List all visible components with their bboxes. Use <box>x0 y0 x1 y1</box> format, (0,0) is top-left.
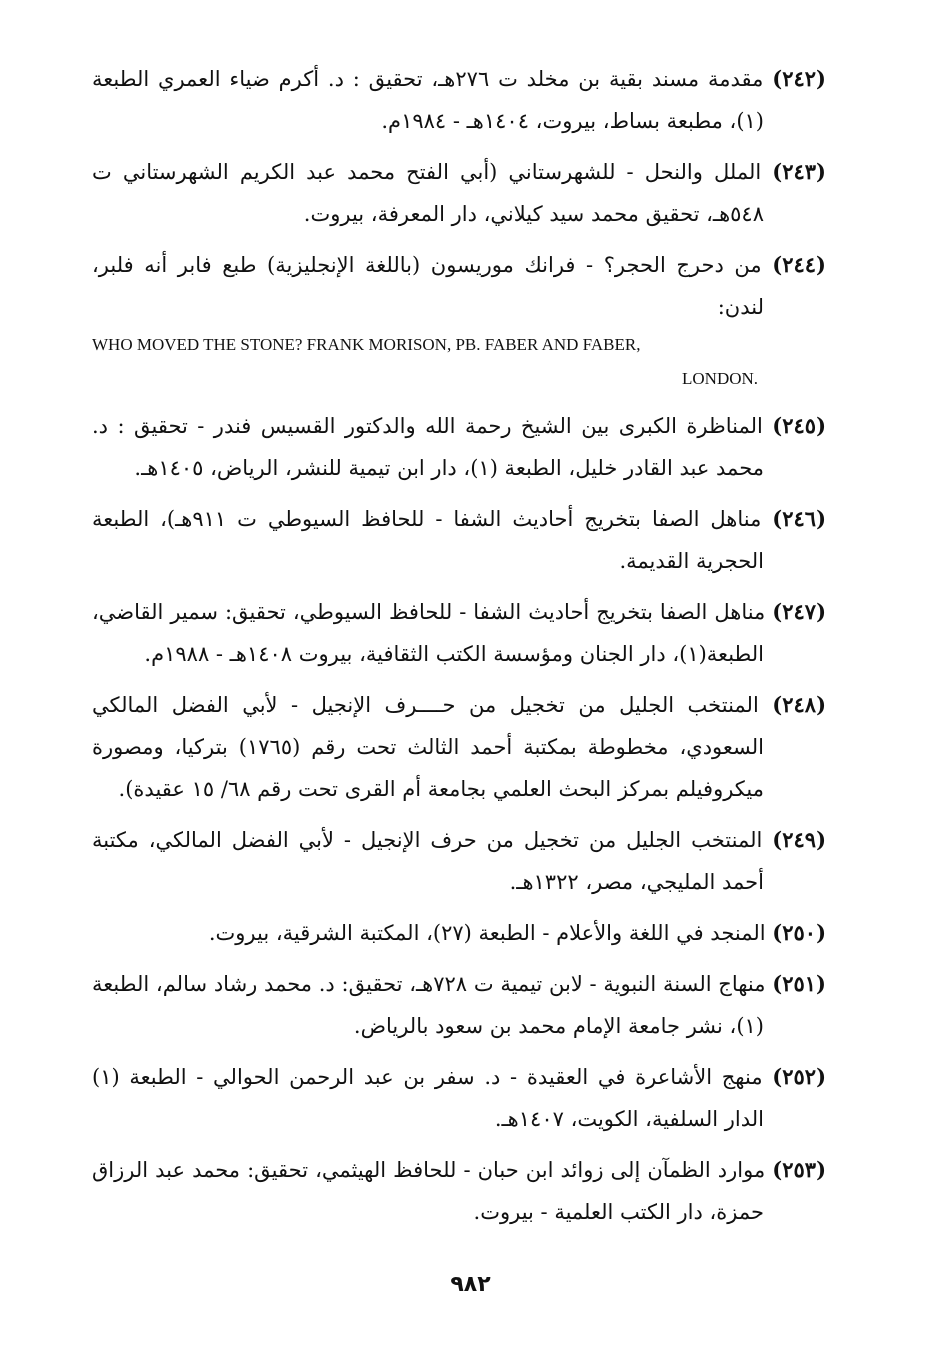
latin-line-1: WHO MOVED THE STONE? FRANK MORISON, PB. FABER AND FABER, <box>92 335 641 354</box>
entry-number: (٢٥٣) <box>772 1157 827 1182</box>
entry-number: (٢٤٣) <box>772 159 826 184</box>
bibliography-entry <box>92 912 826 954</box>
bibliography-list <box>92 58 826 1242</box>
latin-line-2: LONDON. <box>682 369 759 388</box>
entry-text: المنتخب الجليل من تخجيل من حرف الإنجيل - لأبي الفضل المالكي، مكتبة أحمد المليجي، مصر، ١٣٢٢هـ. <box>92 828 764 894</box>
entry-number: (٢٥٠) <box>772 920 826 945</box>
entry-text: منهاج السنة النبوية - لابن تيمية ت ٧٢٨هـ، تحقيق: د. محمد رشاد سالم، الطبعة (١)، نشر جامعة الإمام محمد بن سعود بالرياض. <box>92 972 766 1038</box>
bibliography-entry <box>92 405 826 489</box>
entry-text: منهج الأشاعرة في العقيدة - د. سفر بن عبد الرحمن الحوالي - الطبعة (١) الدار السلفية، الكويت، ١٤٠٧هـ. <box>92 1065 764 1131</box>
entry-text: الملل والنحل - للشهرستاني (أبي الفتح محمد عبد الكريم الشهرستاني ت ٥٤٨هـ، تحقيق محمد سيد كيلاني، دار المعرفة، بيروت. <box>92 160 764 226</box>
entry-text: المنتخب الجليل من تخجيل من حــــرف الإنجيل - لأبي الفضل المالكي السعودي، مخطوطة بمكتبة أحمد الثالث تحت رقم (١٧٦٥) بتركيا، ومصورة ميكروفيلم بمركز البحث العلمي بجامعة أم القرى تحت رقم ٦٨/ ١٥ عقيدة). <box>92 693 764 801</box>
entry-number: (٢٤٥) <box>772 413 826 438</box>
entry-number: (٢٤٦) <box>772 506 826 531</box>
entry-number: (٢٤٩) <box>772 827 826 852</box>
bibliography-entry <box>92 151 826 235</box>
bibliography-entry <box>92 1056 826 1140</box>
entry-text: المنجد في اللغة والأعلام - الطبعة (٢٧)، المكتبة الشرقية، بيروت. <box>208 921 766 945</box>
bibliography-entry <box>92 498 826 582</box>
entry-number: (٢٤٧) <box>772 599 826 624</box>
bibliography-entry <box>92 963 826 1047</box>
bibliography-entry <box>92 244 826 396</box>
entry-text: مقدمة مسند بقية بن مخلد ت ٢٧٦هـ، تحقيق : د. أكرم ضياء العمري الطبعة (١)، مطبعة بساط، بيروت، ١٤٠٤هـ - ١٩٨٤م. <box>92 67 764 133</box>
bibliography-entry <box>92 58 826 142</box>
entry-number: (٢٤٢) <box>772 66 826 91</box>
page-number: ٩٨٢ <box>450 1272 491 1297</box>
entry-latin-text <box>92 328 826 396</box>
entry-number: (٢٤٨) <box>772 692 826 717</box>
bibliography-entry <box>92 1149 826 1233</box>
entry-text: مناهل الصفا بتخريج أحاديث الشفا - للحافظ السيوطي ت ٩١١هـ)، الطبعة الحجرية القديمة. <box>92 507 764 573</box>
entry-text: من دحرج الحجر؟ - فرانك موريسون (باللغة الإنجليزية) طبع فابر أنه فلبر، لندن: <box>92 253 764 319</box>
bibliography-entry <box>92 684 826 810</box>
entry-text: المناظرة الكبرى بين الشيخ رحمة الله والدكتور القسيس فندر - تحقيق : د. محمد عبد القادر خليل، الطبعة (١)، دار ابن تيمية للنشر، الرياض، ١٤٠٥هـ. <box>92 414 764 480</box>
bibliography-entry <box>92 819 826 903</box>
entry-text: موارد الظمآن إلى زوائد ابن حبان - للحافظ الهيثمي، تحقيق: محمد عبد الرزاق حمزة، دار الكتب العلمية - بيروت. <box>92 1158 766 1224</box>
bibliography-entry <box>92 591 826 675</box>
entry-text: مناهل الصفا بتخريج أحاديث الشفا - للحافظ السيوطي، تحقيق: سمير القاضي، الطبعة(١)، دار الجنان ومؤسسة الكتب الثقافية، بيروت ١٤٠٨هـ - ١٩٨٨م. <box>92 600 766 666</box>
entry-number: (٢٥٢) <box>772 1064 826 1089</box>
entry-number: (٢٥١) <box>772 971 826 996</box>
entry-number: (٢٤٤) <box>772 252 826 277</box>
